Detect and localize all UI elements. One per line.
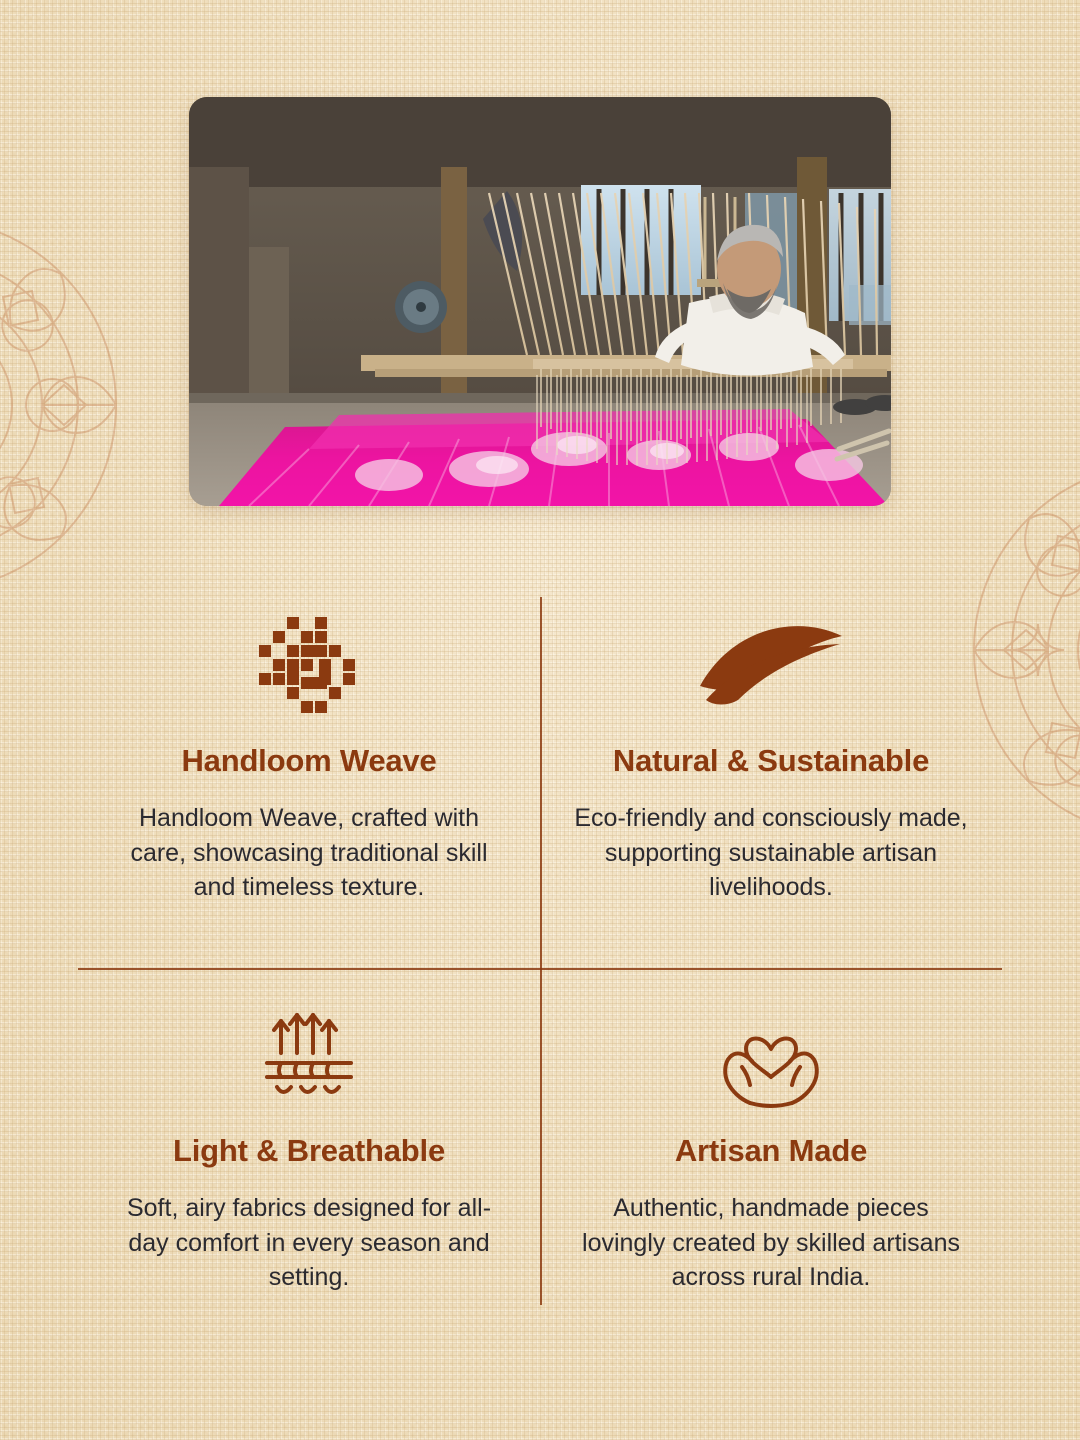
feature-description: Soft, airy fabrics designed for all-day comfort in every season and setting. (126, 1194, 492, 1291)
feature-description: Handloom Weave, crafted with care, showcasing traditional skill and timeless texture. (130, 804, 488, 901)
feature-card-handloom-weave (78, 597, 540, 951)
feature-title: Light & Breathable (173, 1133, 445, 1168)
feature-title: Natural & Sustainable (612, 743, 930, 778)
feature-card-artisan-made (540, 951, 1002, 1305)
feature-card-light-breathable (78, 951, 540, 1305)
hero-illustration (189, 97, 891, 506)
woven-pattern-icon (257, 619, 361, 715)
heart-in-hands-icon (716, 1009, 826, 1105)
breathable-airflow-icon (257, 1009, 361, 1105)
feature-title: Artisan Made (674, 1133, 868, 1168)
leaf-icon (696, 619, 846, 715)
feature-description: Eco-friendly and consciously made, supporting sustainable artisan livelihoods. (574, 804, 968, 901)
handloom-weaver-photo (189, 97, 891, 506)
grid-divider-horizontal (78, 968, 1002, 970)
feature-description: Authentic, handmade pieces lovingly created by skilled artisans across rural India. (582, 1194, 960, 1291)
feature-title: Handloom Weave (181, 743, 437, 778)
feature-card-natural-sustainable (540, 597, 1002, 951)
grid-divider-vertical (540, 597, 542, 1305)
